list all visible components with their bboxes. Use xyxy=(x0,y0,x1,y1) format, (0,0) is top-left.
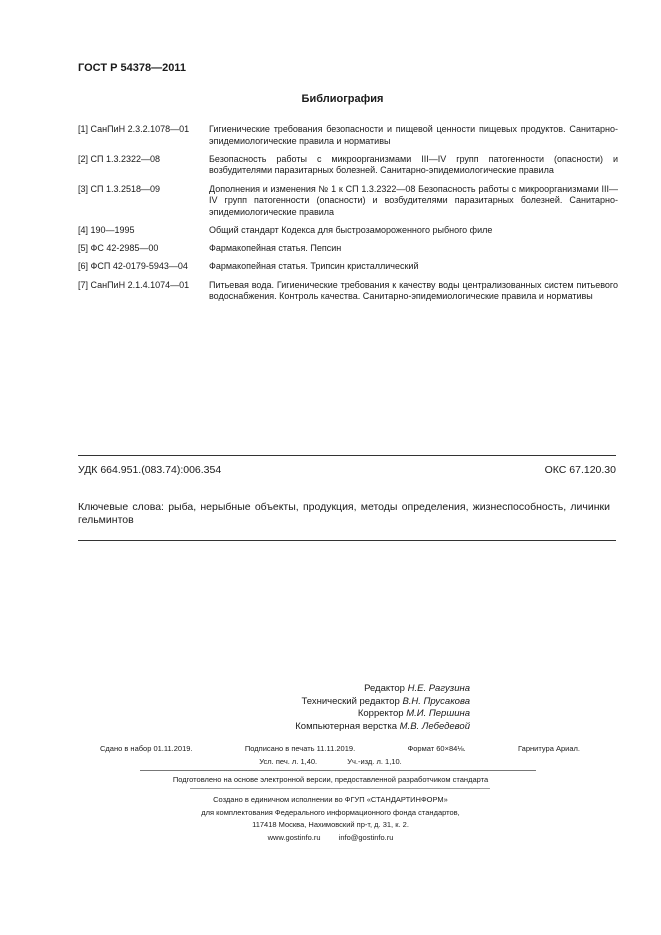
print-sheets: Усл. печ. л. 1,40. xyxy=(259,757,318,766)
paper-format: Формат 60×84⅛. xyxy=(407,744,466,753)
credit-role: Редактор xyxy=(364,683,405,694)
divider xyxy=(140,770,536,771)
publisher-sheets: Уч.-изд. л. 1,10. xyxy=(347,757,402,766)
credit-editor xyxy=(230,683,470,696)
credit-name: В.Н. Прусакова xyxy=(402,695,470,707)
signed-date: Подписано в печать 11.11.2019. xyxy=(244,744,356,753)
bibliography-item xyxy=(78,225,618,237)
credit-layout xyxy=(230,721,470,734)
bibliography-ref: [6] ФСП 42-0179-5943—04 xyxy=(78,261,188,272)
bibliography-ref: [3] СП 1.3.2518—09 xyxy=(78,183,161,194)
credit-role: Технический редактор xyxy=(301,695,400,707)
publisher-address: 117418 Москва, Нахимовский пр-т, д. 31, к. 2. xyxy=(252,820,409,829)
bibliography-text: Общий стандарт Кодекса для быстрозамороженного рыбного филе xyxy=(209,224,493,235)
credits xyxy=(230,683,470,733)
bibliography-ref: [5] ФС 42-2985—00 xyxy=(78,243,159,254)
bibliography-text: Безопасность работы с микроорганизмами III—IV групп патогенности (опасности) и возбудителями паразитарных болезней. Санитарно-эпидемиологические правила xyxy=(209,153,618,176)
bibliography-ref: [7] СанПиН 2.1.4.1074—01 xyxy=(78,279,190,290)
submitted-date: Сдано в набор 01.11.2019. xyxy=(100,744,193,753)
keywords-label: Ключевые слова: xyxy=(78,501,164,513)
publisher-info xyxy=(0,794,661,844)
publisher-contacts xyxy=(0,832,661,845)
publisher-line: Создано в единичном исполнении во ФГУП «СТАНДАРТИНФОРМ» xyxy=(213,795,448,804)
credit-proofreader xyxy=(230,708,470,721)
oks-code: ОКС 67.120.30 xyxy=(544,464,616,476)
bibliography-item xyxy=(78,124,618,147)
bibliography-item xyxy=(78,243,618,255)
publication-sheets xyxy=(0,757,661,766)
bibliography-text: Питьевая вода. Гигиенические требования к качеству воды централизованных систем питьевого водоснабжения. Контроль качества. Санитарно-эпидемиологические правила и нормативы xyxy=(209,279,618,302)
divider xyxy=(78,455,616,456)
bibliography-list xyxy=(78,124,618,309)
bibliography-ref: [1] СанПиН 2.3.2.1078—01 xyxy=(78,124,190,134)
credit-name: Н.Е. Рагузина xyxy=(407,683,470,694)
publication-details xyxy=(100,744,580,753)
credit-name: М.И. Першина xyxy=(406,708,470,720)
standard-code: ГОСТ Р 54378—2011 xyxy=(78,62,186,74)
credit-role: Компьютерная верстка xyxy=(295,720,398,732)
udc-code: УДК 664.951.(083.74):006.354 xyxy=(78,464,222,476)
prepared-note: Подготовлено на основе электронной версии, предоставленной разработчиком стандарта xyxy=(172,775,489,784)
bibliography-text: Гигиенические требования безопасности и пищевой ценности пищевых продуктов. Санитарно-эпидемиологические правила и нормативы xyxy=(209,124,618,146)
keywords-text: рыба, нерыбные объекты, продукция, методы определения, жизнеспособность, личинки гельминтов xyxy=(78,501,610,526)
website-link[interactable]: www.gostinfo.ru xyxy=(267,832,321,842)
credit-tech-editor xyxy=(230,696,470,709)
email-link[interactable]: info@gostinfo.ru xyxy=(338,832,394,842)
bibliography-item xyxy=(78,184,618,219)
divider xyxy=(78,540,616,541)
bibliography-item xyxy=(78,154,618,177)
bibliography-ref: [2] СП 1.3.2322—08 xyxy=(78,153,161,164)
bibliography-item xyxy=(78,261,618,273)
bibliography-title: Библиография xyxy=(301,93,384,105)
credit-role: Корректор xyxy=(357,708,404,720)
divider xyxy=(190,788,490,789)
bibliography-text: Дополнения и изменения № 1 к СП 1.3.2322—08 Безопасность работы с микроорганизмами III—IV групп патогенности (опасности) и возбудителями паразитарных болезней. Санитарно-эпидемиологические правила xyxy=(209,183,618,217)
bibliography-ref: [4] 190—1995 xyxy=(78,224,135,235)
bibliography-text: Фармакопейная статья. Пепсин xyxy=(209,243,342,254)
publisher-line: для комплектования Федерального информационного фонда стандартов, xyxy=(201,807,460,817)
bibliography-item xyxy=(78,280,618,303)
typeface: Гарнитура Ариал. xyxy=(518,744,580,753)
credit-name: М.В. Лебедевой xyxy=(399,720,470,732)
keywords xyxy=(78,501,610,527)
bibliography-text: Фармакопейная статья. Трипсин кристаллический xyxy=(209,261,419,272)
